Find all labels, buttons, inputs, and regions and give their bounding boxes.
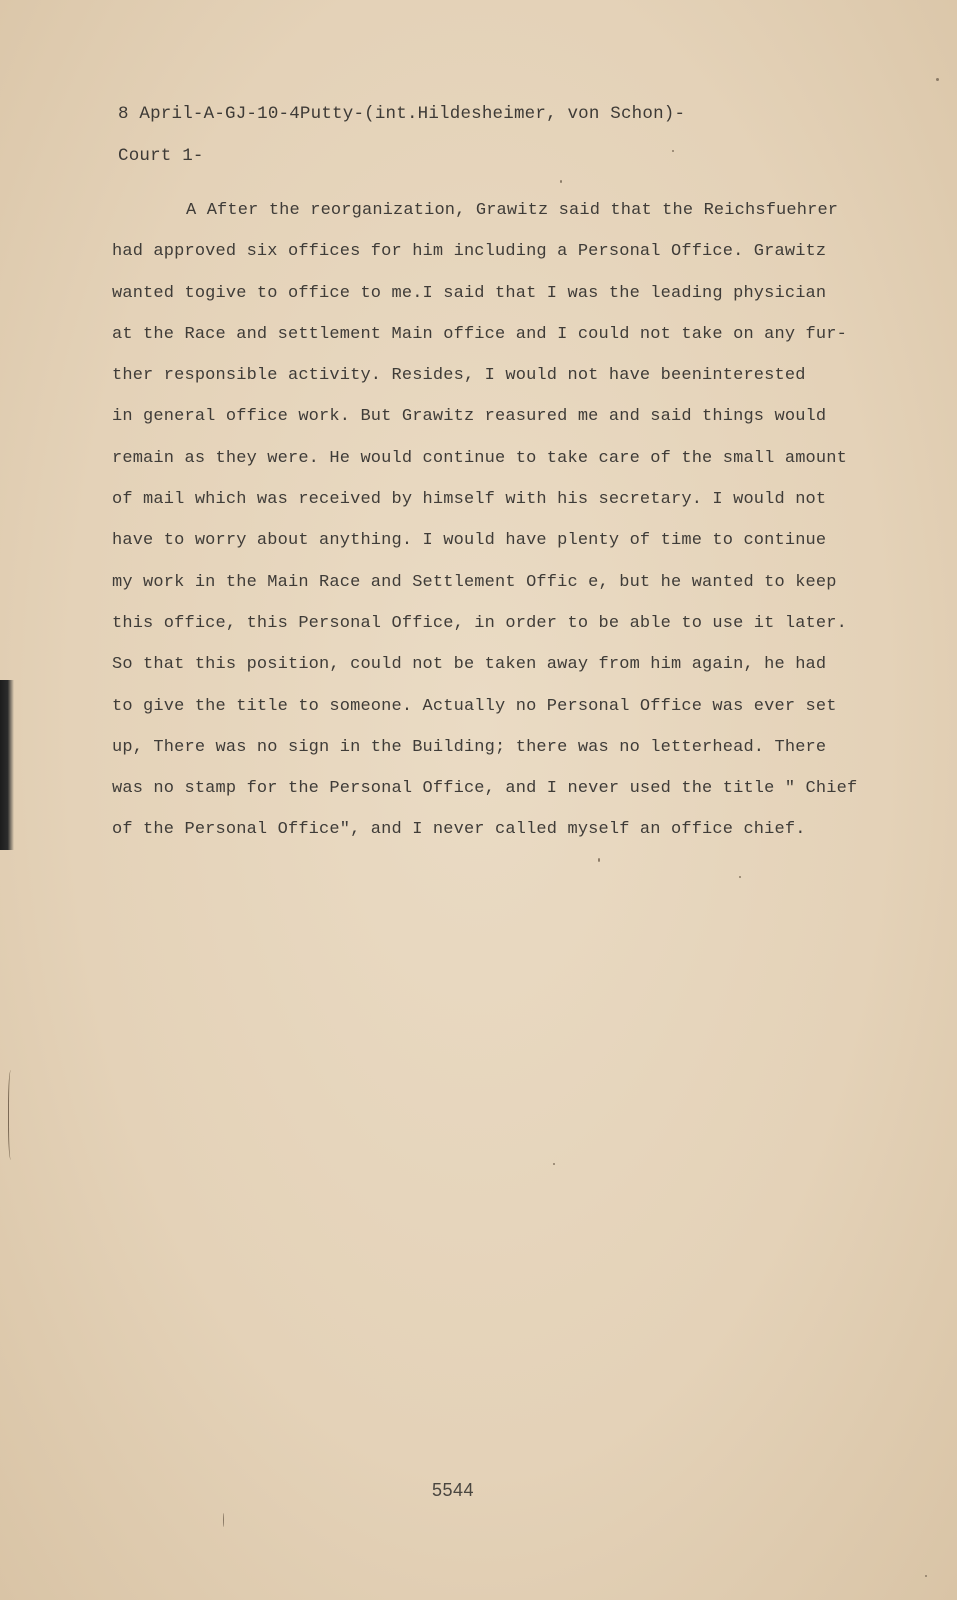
transcript-body	[112, 190, 858, 851]
page-edge-tear	[8, 1070, 15, 1160]
text-line: wanted togive to office to me.I said that I was the leading physician	[112, 283, 827, 303]
text-line: up, There was no sign in the Building; there was no letterhead. There	[112, 737, 827, 757]
text-line: So that this position, could not be taken away from him again, he had	[112, 655, 827, 675]
text-line: was no stamp for the Personal Office, and I never used the title " Chief	[112, 779, 858, 799]
text-line: to give the title to someone. Actually no Personal Office was ever set	[112, 696, 837, 716]
text-line: at the Race and settlement Main office and I could not take on any fur-	[112, 324, 847, 344]
text-line: A After the reorganization, Grawitz said that the Reichsfuehrer	[186, 201, 839, 220]
text-line: ther responsible activity. Resides, I would not have beeninterested	[112, 366, 806, 386]
text-line: of the Personal Office", and I never called myself an office chief.	[112, 820, 806, 840]
text-line: had approved six offices for him including a Personal Office. Grawitz	[112, 242, 827, 262]
text-line: remain as they were. He would continue to take care of the small amount	[112, 448, 847, 468]
document-subheader: Court 1-	[118, 146, 204, 166]
page-edge-shadow	[0, 680, 14, 850]
text-line: in general office work. But Grawitz reasured me and said things would	[112, 407, 827, 427]
page-number: 5544	[432, 1480, 475, 1500]
document-header: 8 April-A-GJ-10-4Putty-(int.Hildesheimer, von Schon)-	[118, 104, 686, 124]
text-line: of mail which was received by himself with his secretary. I would not	[112, 490, 827, 510]
text-line: have to worry about anything. I would have plenty of time to continue	[112, 531, 827, 551]
text-line: this office, this Personal Office, in order to be able to use it later.	[112, 613, 847, 633]
text-line: my work in the Main Race and Settlement Offic e, but he wanted to keep	[112, 572, 837, 592]
